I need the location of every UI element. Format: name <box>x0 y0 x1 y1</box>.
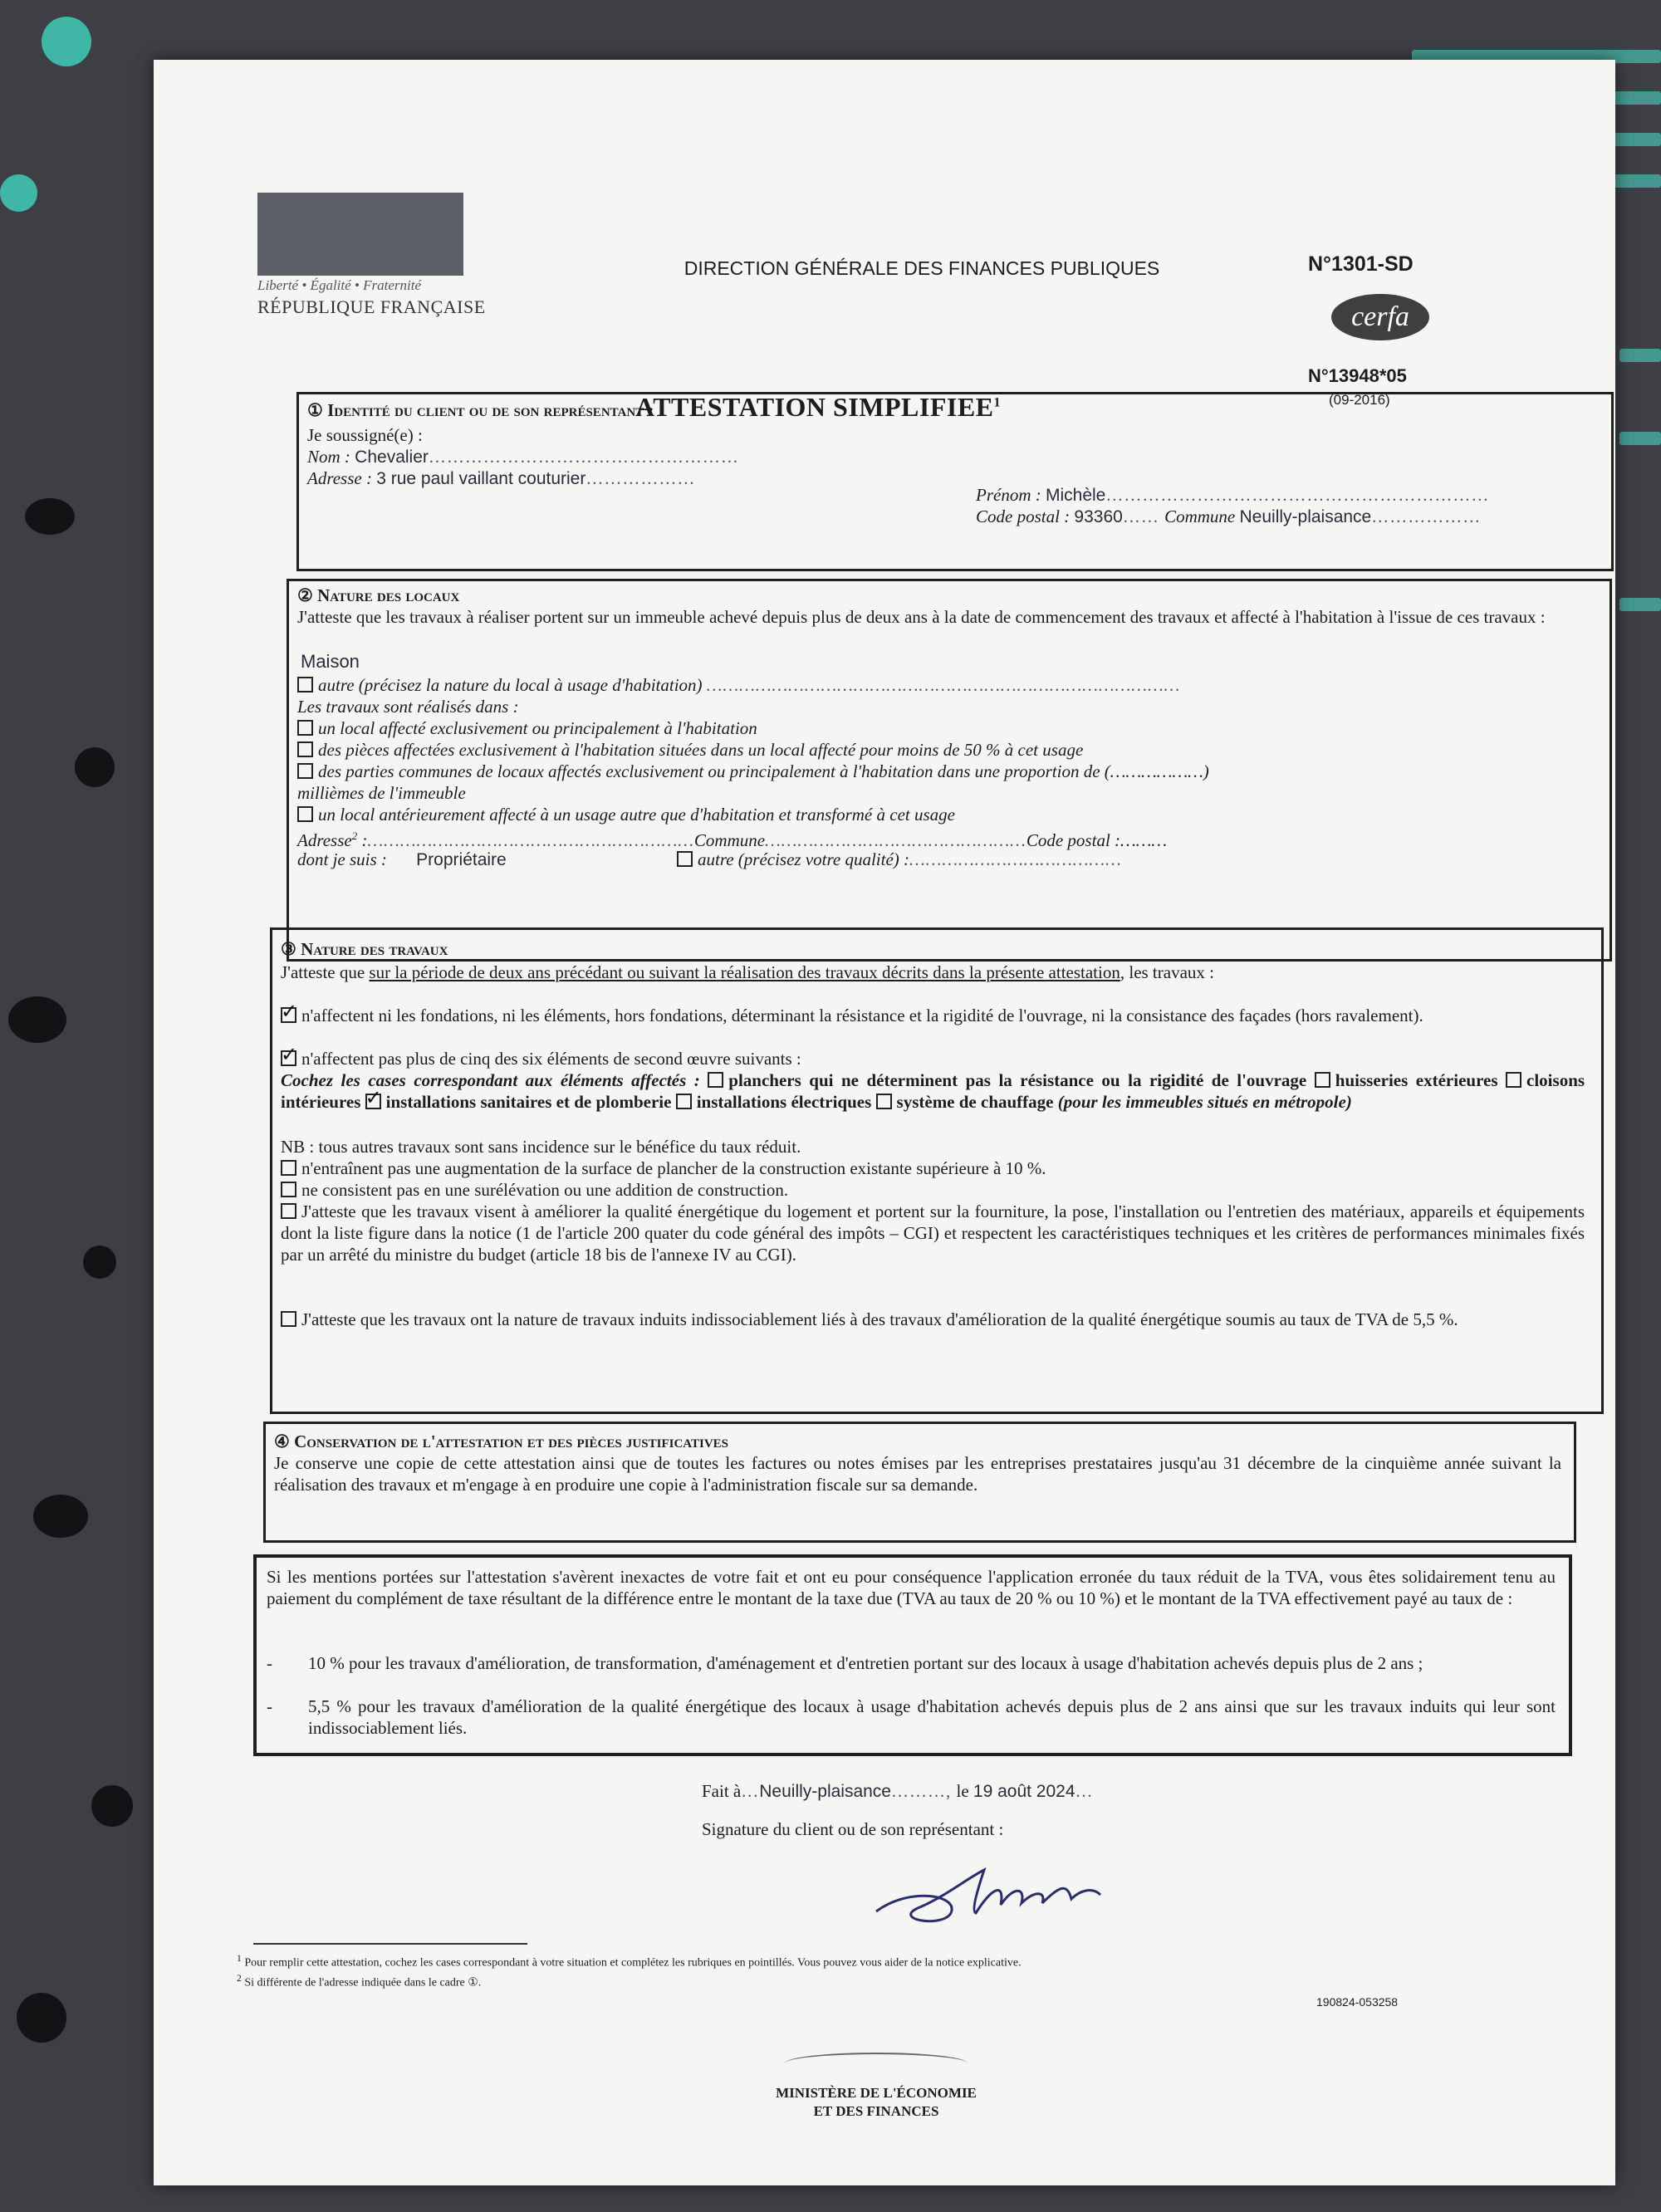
intro-text <box>281 962 1585 983</box>
element-note: (pour les immeubles situés en métropole) <box>1057 1092 1352 1112</box>
option-parties-communes[interactable] <box>297 761 1209 782</box>
warning-bullet <box>267 1696 1556 1739</box>
item-label: n'entraînent pas une augmentation de la surface de plancher de la construction existante supérieure à 10 %. <box>301 1158 1046 1178</box>
prenom-label: Prénom : <box>976 485 1041 505</box>
adresse-label: Adresse : <box>307 468 372 488</box>
prenom-field[interactable]: Prénom : Michèle……………………………………………………… <box>976 485 1490 505</box>
bg-dot <box>25 498 75 535</box>
element-label: système de chauffage <box>896 1092 1054 1112</box>
item-surface[interactable] <box>281 1157 1046 1179</box>
item-surelevation[interactable] <box>281 1179 788 1201</box>
cp-label: Code postal : <box>976 507 1071 526</box>
warning-text: Si les mentions portées sur l'attestation s'avèrent inexactes de votre fait et ont eu pour conséquence l'application erronée du taux réduit de la TVA, vous êtes solidairement tenu au paiement du complément de taxe résultant de la différence entre le montant de la taxe due (TVA au taux de 20 % ou 10 %) et le montant de la TVA effectivement payé au taux de : <box>267 1567 1556 1608</box>
nb-note: NB : tous autres travaux sont sans incidence sur le bénéfice du taux réduit. <box>281 1137 801 1157</box>
bg-stripe <box>1619 349 1661 362</box>
item-fondations[interactable] <box>281 1005 1585 1026</box>
option-autre[interactable]: autre (précisez la nature du local à usage d'habitation) …………………………………………………………………………… <box>297 674 1180 696</box>
section-title: ③ Nature des travaux <box>281 939 448 959</box>
commune-value: Neuilly-plaisance <box>1239 507 1372 526</box>
section-title: ④ Conservation de l'attestation et des pièces justificatives <box>274 1431 729 1451</box>
ministry-line: ET DES FINANCES <box>813 2103 939 2119</box>
option-millieme: millièmes de l'immeuble <box>297 783 466 803</box>
cochez-label: Cochez les cases correspondant aux éléments affectés : <box>281 1070 700 1090</box>
prenom-value: Michèle <box>1045 486 1106 505</box>
ministry-name <box>735 2084 1017 2121</box>
cp-commune-field[interactable]: Code postal : 93360…… Commune Neuilly-plaisance……………… <box>976 507 1482 526</box>
title-text: ATTESTATION SIMPLIFIEE <box>635 392 994 422</box>
fait-a-field[interactable]: Fait à…Neuilly-plaisance………, le 19 août 2024… <box>702 1781 1094 1801</box>
conservation-text: Je conserve une copie de cette attestation ainsi que de toutes les factures ou notes émises par les entreprises prestataires jusqu'au 31 décembre de la cinquième année suivant la réalisation des travaux et m'engage à en produire une copie à l'administration fiscale sur sa demande. <box>274 1453 1561 1495</box>
footnote-ref: 2 <box>351 830 358 842</box>
element-label: cloisons intérieures <box>281 1070 1585 1112</box>
checkbox[interactable] <box>297 763 313 779</box>
fait-label: Fait à <box>702 1781 742 1801</box>
nom-label: Nom : <box>307 447 350 467</box>
section-locaux <box>287 579 1612 962</box>
signature-label: Signature du client ou de son représentant : <box>702 1819 1004 1839</box>
checkbox[interactable] <box>1315 1072 1330 1088</box>
item-label: J'atteste que les travaux ont la nature de travaux induits indissociablement liés à des travaux d'amélioration de la qualité énergétique soumis au taux de TVA de 5,5 %. <box>301 1309 1458 1329</box>
option-label: autre (précisez la nature du local à usage d'habitation) <box>318 675 703 695</box>
footnote-text: Si différente de l'adresse indiquée dans le cadre ①. <box>244 1976 482 1989</box>
bullet-dash: - <box>267 1653 272 1673</box>
option-label: des parties communes de locaux affectés exclusivement ou principalement à l'habitation dans une proportion de (………………) <box>318 761 1209 781</box>
item-label: n'affectent pas plus de cinq des six éléments de second œuvre suivants : <box>301 1049 801 1069</box>
option-local-transforme[interactable] <box>297 804 955 825</box>
bg-dot <box>75 747 115 787</box>
bg-dot <box>8 996 66 1043</box>
nom-field[interactable]: Nom : Chevalier…………………………………………… <box>307 447 739 467</box>
elements-list <box>281 1069 1585 1113</box>
item-induits[interactable] <box>281 1309 1585 1330</box>
bullet-text: 5,5 % pour les travaux d'amélioration de la qualité énergétique des locaux à usage d'habitation achevés depuis plus de 2 ans ainsi que sur les travaux induits qui leur sont indissociablement liés. <box>308 1696 1556 1738</box>
option-label: des pièces affectées exclusivement à l'habitation situées dans un local affecté pour moins de 50 % à cet usage <box>318 740 1084 760</box>
warning-box <box>253 1554 1572 1756</box>
checkbox[interactable] <box>708 1072 723 1088</box>
checkbox-checked[interactable] <box>365 1094 381 1109</box>
intro-text: J'atteste que les travaux à réaliser portent sur un immeuble achevé depuis plus de deux ans à la date de commencement des travaux et affecté à l'habitation à l'issue de ces travaux : <box>297 607 1546 627</box>
local-type-value: Maison <box>301 651 360 672</box>
item-label: J'atteste que les travaux visent à améliorer la qualité énergétique du logement et portent sur la fourniture, la pose, l'installation ou l'entretien des matériaux, appareils et équipements dont la liste figure dans la notice (1 de l'article 200 quater du code général des impôts – CGI) et respectent les caractéristiques techniques et les critères de performances minimales fixés par un arrêté du ministre du budget (article 18 bis de l'annexe IV au CGI). <box>281 1201 1585 1265</box>
checkbox[interactable] <box>676 1094 692 1109</box>
bg-dot <box>33 1495 88 1538</box>
footnote-1 <box>237 1951 1022 1971</box>
checkbox[interactable] <box>297 741 313 757</box>
element-label: planchers qui ne déterminent pas la résistance ou la rigidité de l'ouvrage <box>728 1070 1307 1090</box>
bg-dot <box>42 17 91 66</box>
date-value: 19 août 2024 <box>973 1782 1075 1801</box>
section-title: ② Nature des locaux <box>297 585 460 605</box>
title-footnote-ref: 1 <box>993 395 1002 410</box>
element-label: huisseries extérieures <box>1335 1070 1498 1090</box>
checkbox[interactable] <box>281 1182 296 1197</box>
qualite-label: dont je suis : <box>297 849 387 869</box>
adresse2-field[interactable]: Adresse$^2$ :……………………………………………………Commune…………………………………………Code postal :……… <box>297 830 1168 850</box>
intro-text: Je soussigné(e) : <box>307 425 423 445</box>
signature <box>860 1853 1192 1936</box>
form-document <box>154 60 1615 2185</box>
checkbox[interactable] <box>876 1094 892 1109</box>
bg-stripe <box>1619 598 1661 611</box>
bg-dot <box>91 1785 133 1827</box>
cp-value: 93360 <box>1074 507 1123 526</box>
warning-bullet <box>267 1652 1556 1674</box>
bullet-dash: - <box>267 1696 272 1716</box>
option-label: un local affecté exclusivement ou principalement à l'habitation <box>318 718 757 738</box>
commune-label: Commune <box>1164 507 1236 526</box>
cp-label: Code postal :……… <box>1026 830 1168 850</box>
form-number: N°1301-SD <box>1308 252 1414 276</box>
ministry-line: MINISTÈRE DE L'ÉCONOMIE <box>776 2085 977 2101</box>
intro-underlined: sur la période de deux ans précédant ou suivant la réalisation des travaux décrits dans la présente attestation <box>369 962 1120 982</box>
option-label: un local antérieurement affecté à un usage autre que d'habitation et transformé à cet usage <box>318 805 955 825</box>
item-energetique[interactable] <box>281 1201 1585 1265</box>
marianne-logo <box>257 193 463 276</box>
document-code: 190824-053258 <box>1316 1995 1399 2009</box>
element-label: installations sanitaires et de plomberie <box>385 1092 672 1112</box>
bg-dot <box>17 1993 66 2043</box>
adresse-value: 3 rue paul vaillant couturier <box>376 469 586 488</box>
item-second-oeuvre[interactable] <box>281 1048 1585 1069</box>
footnote-divider <box>253 1943 527 1945</box>
checkbox[interactable] <box>297 677 313 692</box>
intro-part: , les travaux : <box>1120 962 1214 982</box>
checkbox[interactable] <box>297 806 313 822</box>
footnote-ref: 1 <box>237 1953 242 1964</box>
section-identity <box>296 392 1614 571</box>
commune-label: Commune <box>693 830 766 850</box>
item-label: ne consistent pas en une surélévation ou une addition de construction. <box>301 1180 789 1200</box>
bg-dot <box>83 1245 116 1279</box>
adresse2-label: Adresse <box>297 830 352 850</box>
checkbox-checked[interactable] <box>281 1050 296 1066</box>
republic-motto: Liberté • Égalité • Fraternité <box>257 277 421 293</box>
direction-title: DIRECTION GÉNÉRALE DES FINANCES PUBLIQUES <box>684 257 1160 279</box>
qualite-field[interactable]: dont je suis : Propriétaire autre (précisez votre qualité) :………………………………… <box>297 849 1122 869</box>
bullet-text: 10 % pour les travaux d'amélioration, de transformation, d'aménagement et d'entretien portant sur des locaux à usage d'habitation achevés depuis plus de 2 ans ; <box>308 1653 1423 1673</box>
cerfa-date: (09-2016) <box>1329 392 1390 408</box>
signature-drawing <box>860 1853 1192 1936</box>
checkbox[interactable] <box>677 851 693 867</box>
nom-value: Chevalier <box>355 448 429 467</box>
cerfa-number: N°13948*05 <box>1308 365 1407 386</box>
checkbox[interactable] <box>281 1311 296 1327</box>
section-travaux <box>270 927 1604 1414</box>
checkbox[interactable] <box>297 720 313 736</box>
fait-value: Neuilly-plaisance <box>759 1782 891 1801</box>
checkbox[interactable] <box>281 1203 296 1219</box>
section-title: ① Identité du client ou de son représentant : <box>307 400 654 420</box>
checkbox[interactable] <box>1506 1072 1521 1088</box>
autre-qualite-label: autre (précisez votre qualité) : <box>697 849 910 869</box>
footnote-text: Pour remplir cette attestation, cochez les cases correspondant à votre situation et complétez les rubriques en pointillés. Vous pouvez vous aider de la notice explicative. <box>244 1956 1022 1970</box>
item-label: n'affectent ni les fondations, ni les éléments, hors fondations, déterminant la résistance et la rigidité de l'ouvrage, ni la consistance des façades (hors ravalement). <box>301 1006 1423 1025</box>
footnote-2 <box>237 1971 481 1991</box>
bg-stripe <box>1619 432 1661 445</box>
cerfa-logo: cerfa <box>1331 294 1429 340</box>
republic-name: RÉPUBLIQUE FRANÇAISE <box>257 296 486 317</box>
footnote-ref: 2 <box>237 1973 242 1984</box>
section-conservation <box>263 1422 1576 1543</box>
le-label: le <box>956 1781 969 1801</box>
adresse-field[interactable]: Adresse : 3 rue paul vaillant couturier……………… <box>307 468 696 488</box>
bg-dot <box>0 174 37 212</box>
option-pieces[interactable] <box>297 739 1083 761</box>
checkbox-checked[interactable] <box>281 1007 296 1023</box>
element-label: installations électriques <box>696 1092 872 1112</box>
realises-label: Les travaux sont réalisés dans : <box>297 697 519 717</box>
qualite-value: Propriétaire <box>416 850 507 869</box>
ministry-emblem <box>785 2053 968 2074</box>
intro-part: J'atteste que <box>281 962 365 982</box>
option-local-habitation[interactable] <box>297 717 757 739</box>
checkbox[interactable] <box>281 1160 296 1176</box>
